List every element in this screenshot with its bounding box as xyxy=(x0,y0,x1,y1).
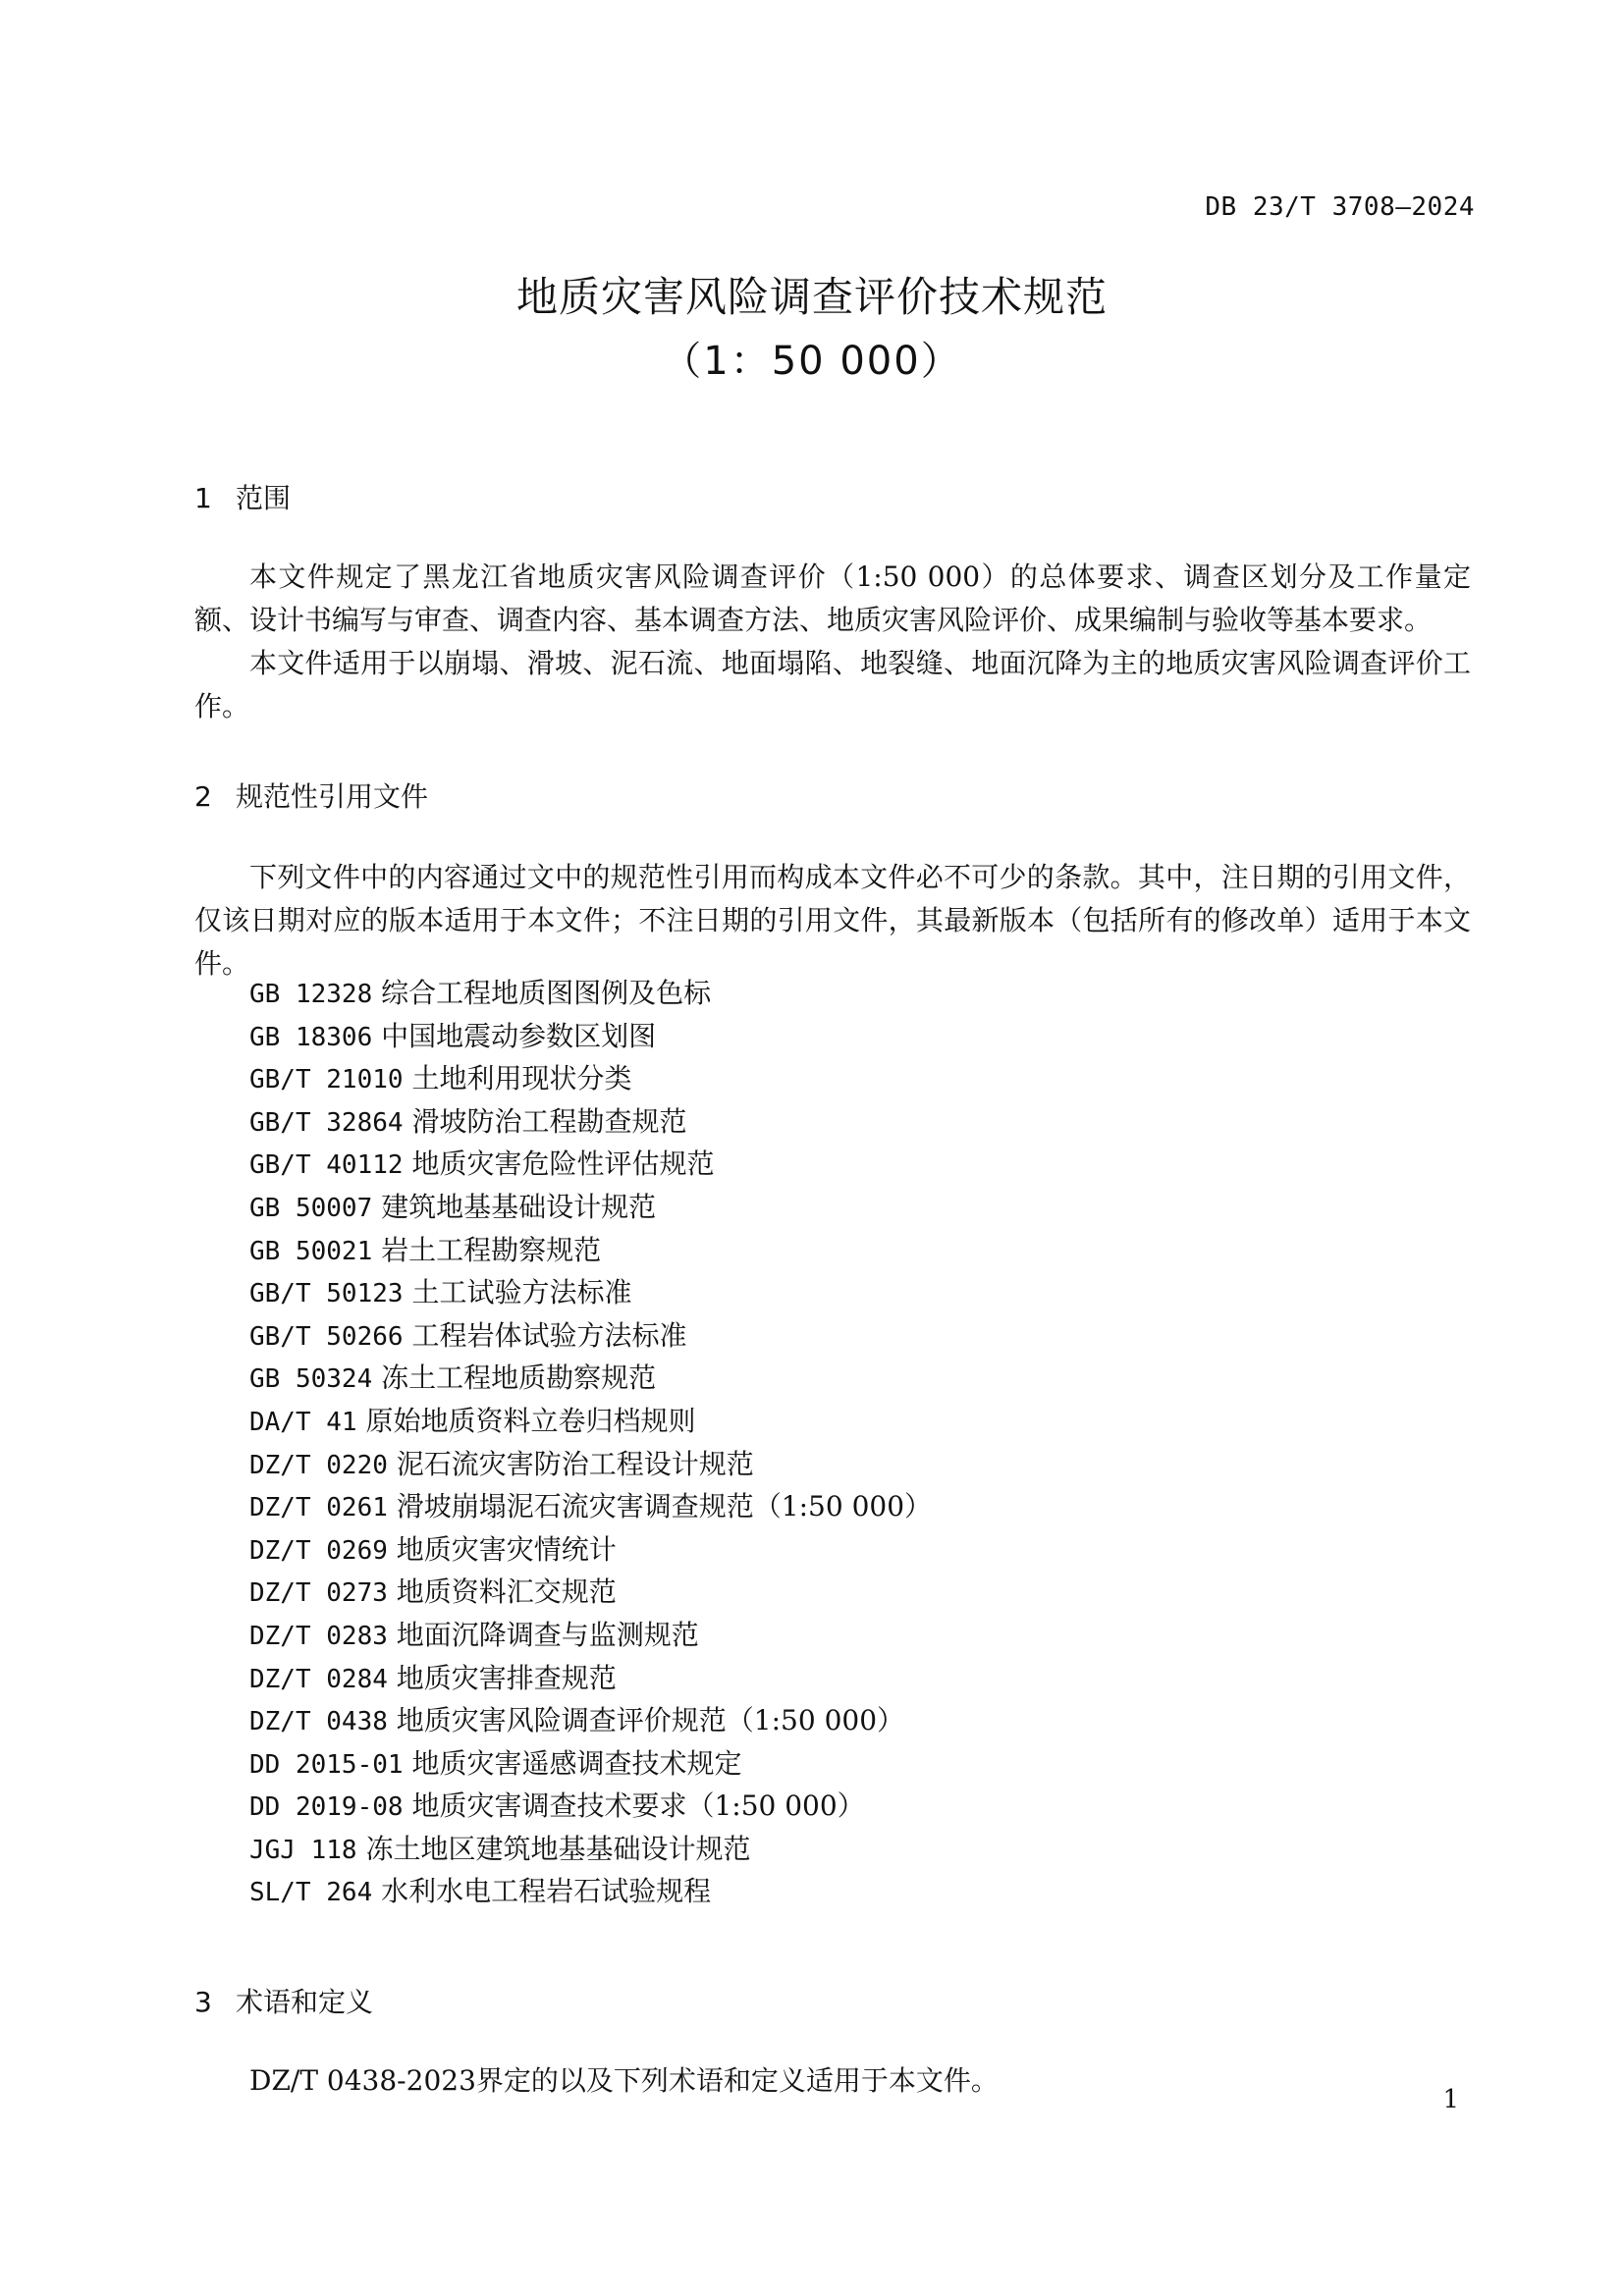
section-3-paragraph-1: DZ/T 0438-2023界定的以及下列术语和定义适用于本文件。 xyxy=(249,2064,999,2097)
reference-item xyxy=(249,1870,932,1913)
reference-code: GB/T 32864 xyxy=(249,1107,404,1138)
reference-title: 滑坡崩塌泥石流灾害调查规范（1:50 000） xyxy=(396,1490,933,1523)
reference-code: JGJ 118 xyxy=(249,1835,357,1865)
reference-item xyxy=(249,1229,932,1272)
reference-code: SL/T 264 xyxy=(249,1878,373,1908)
reference-item xyxy=(249,1015,932,1058)
reference-item xyxy=(249,1528,932,1572)
reference-code: DZ/T 0220 xyxy=(249,1450,388,1480)
reference-item xyxy=(249,1100,932,1144)
reference-title: 岩土工程勘察规范 xyxy=(381,1233,602,1266)
reference-item xyxy=(249,1357,932,1400)
reference-title: 原始地质资料立卷归档规则 xyxy=(365,1404,696,1437)
reference-title: 地质灾害排查规范 xyxy=(396,1661,617,1694)
reference-title: 地质灾害灾情统计 xyxy=(396,1532,617,1566)
reference-code: GB 50021 xyxy=(249,1236,373,1266)
reference-title: 地质资料汇交规范 xyxy=(396,1575,617,1609)
reference-item xyxy=(249,1828,932,1871)
reference-code: DA/T 41 xyxy=(249,1407,357,1437)
reference-title: 冻土地区建筑地基基础设计规范 xyxy=(365,1832,751,1865)
reference-item xyxy=(249,1571,932,1614)
reference-item xyxy=(249,972,932,1015)
page-number: 1 xyxy=(1442,2085,1459,2114)
document-title: 地质灾害风险调查评价技术规范 xyxy=(515,273,1108,321)
reference-title: 滑坡防治工程勘查规范 xyxy=(411,1104,687,1138)
reference-code: GB 12328 xyxy=(249,980,373,1009)
reference-title: 泥石流灾害防治工程设计规范 xyxy=(396,1447,754,1480)
reference-code: DD 2015-01 xyxy=(249,1749,404,1780)
section-number: 2 xyxy=(194,780,212,813)
reference-title: 地质灾害调查技术要求（1:50 000） xyxy=(411,1789,865,1823)
reference-title: 综合工程地质图图例及色标 xyxy=(381,977,712,1009)
reference-title: 地面沉降调查与监测规范 xyxy=(396,1618,699,1651)
reference-code: GB/T 50266 xyxy=(249,1321,404,1352)
reference-title: 水利水电工程岩石试验规程 xyxy=(381,1875,712,1908)
document-scale-subtitle: （1：50 000） xyxy=(662,339,962,384)
section-title: 范围 xyxy=(236,482,292,514)
section-number: 1 xyxy=(194,482,212,514)
reference-item xyxy=(249,1699,932,1742)
reference-code: DD 2019-08 xyxy=(249,1792,404,1823)
reference-code: GB 50007 xyxy=(249,1193,373,1223)
section-1-paragraph-2: 本文件适用于以崩塌、滑坡、泥石流、地面塌陷、地裂缝、地面沉降为主的地质灾害风险调查评价工作。 xyxy=(194,647,1471,722)
reference-code: GB 50324 xyxy=(249,1364,373,1395)
reference-code: GB/T 21010 xyxy=(249,1065,404,1095)
reference-title: 地质灾害危险性评估规范 xyxy=(411,1148,715,1181)
reference-code: DZ/T 0269 xyxy=(249,1535,388,1566)
reference-item xyxy=(249,1186,932,1229)
section-3-heading xyxy=(194,1981,373,2020)
reference-title: 建筑地基基础设计规范 xyxy=(381,1190,657,1223)
reference-code: GB 18306 xyxy=(249,1022,373,1052)
section-number: 3 xyxy=(194,1986,212,2018)
reference-title: 地质灾害风险调查评价规范（1:50 000） xyxy=(396,1704,905,1737)
reference-title: 工程岩体试验方法标准 xyxy=(411,1318,687,1352)
section-2-heading xyxy=(194,775,428,815)
reference-code: DZ/T 0283 xyxy=(249,1621,388,1651)
reference-code: DZ/T 0261 xyxy=(249,1493,388,1523)
reference-item xyxy=(249,1057,932,1100)
reference-title: 地质灾害遥感调查技术规定 xyxy=(411,1746,742,1780)
normative-references-list xyxy=(249,972,932,1913)
reference-item xyxy=(249,1443,932,1486)
reference-item xyxy=(249,1400,932,1443)
reference-title: 中国地震动参数区划图 xyxy=(381,1019,657,1052)
standard-code: DB 23/T 3708—2024 xyxy=(1205,192,1475,222)
reference-item xyxy=(249,1614,932,1657)
section-2-paragraph-1: 下列文件中的内容通过文中的规范性引用而构成本文件必不可少的条款。其中，注日期的引用文件，仅该日期对应的版本适用于本文件；不注日期的引用文件，其最新版本（包括所有的修改单）适用于本文件。 xyxy=(194,861,1471,980)
reference-code: DZ/T 0438 xyxy=(249,1707,388,1737)
reference-title: 土工试验方法标准 xyxy=(411,1276,632,1309)
reference-item xyxy=(249,1742,932,1786)
section-1-paragraph-1: 本文件规定了黑龙江省地质灾害风险调查评价（1:50 000）的总体要求、调查区划分及工作量定额、设计书编写与审查、调查内容、基本调查方法、地质灾害风险评价、成果编制与验收等基本要求。 xyxy=(194,561,1471,636)
reference-item xyxy=(249,1271,932,1314)
reference-code: GB/T 40112 xyxy=(249,1150,404,1181)
section-1-heading xyxy=(194,477,291,516)
section-title: 规范性引用文件 xyxy=(236,780,429,813)
reference-code: DZ/T 0273 xyxy=(249,1578,388,1609)
reference-item xyxy=(249,1785,932,1828)
reference-item xyxy=(249,1314,932,1358)
reference-item xyxy=(249,1485,932,1528)
reference-title: 冻土工程地质勘察规范 xyxy=(381,1362,657,1395)
reference-code: GB/T 50123 xyxy=(249,1279,404,1309)
reference-item xyxy=(249,1657,932,1700)
reference-title: 土地利用现状分类 xyxy=(411,1062,632,1095)
section-title: 术语和定义 xyxy=(236,1986,374,2018)
reference-code: DZ/T 0284 xyxy=(249,1664,388,1694)
reference-item xyxy=(249,1143,932,1186)
